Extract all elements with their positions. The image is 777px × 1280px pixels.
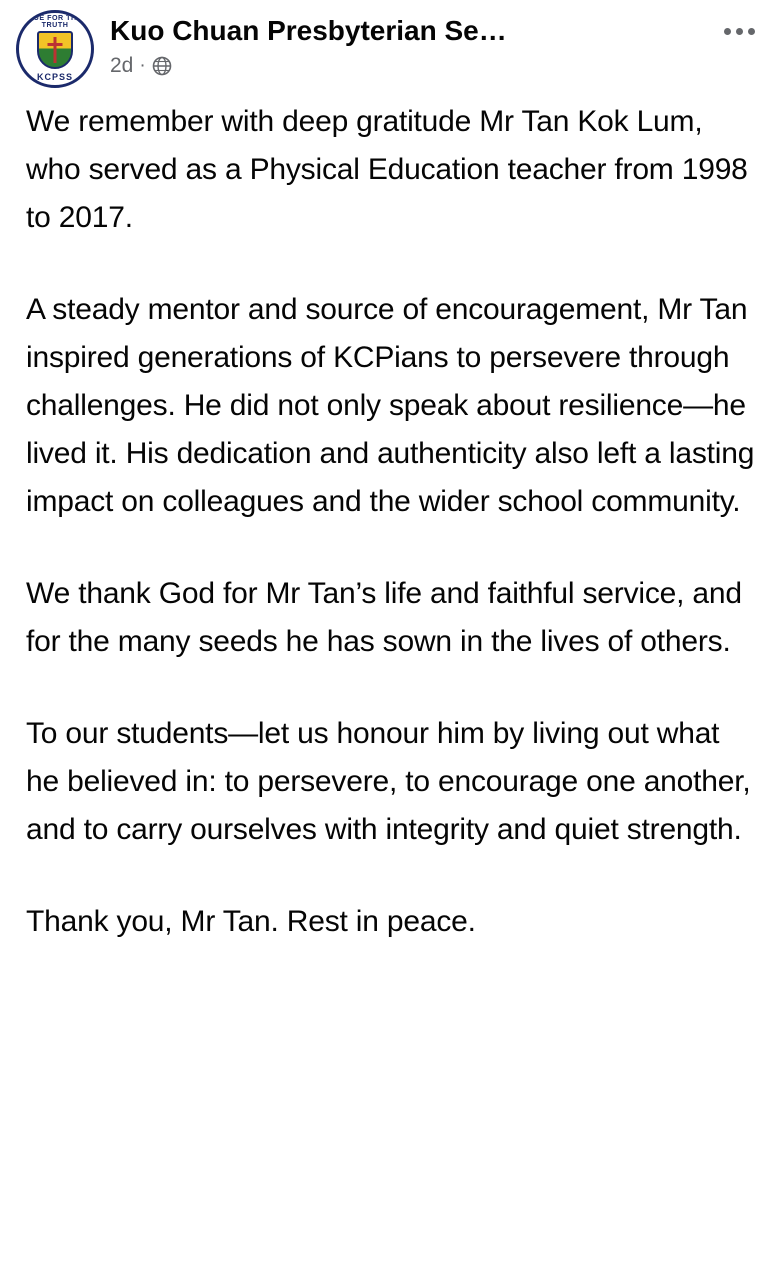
- post-paragraph: A steady mentor and source of encouragement, Mr Tan inspired generations of KCPians to persevere through challenges. He did not only speak about resilience—he lived it. His dedication and authenticity also left a lasting impact on colleagues and the wider school community.: [26, 293, 755, 518]
- avatar[interactable]: [16, 10, 94, 88]
- post-header: [0, 0, 777, 92]
- dot-icon: [748, 28, 755, 35]
- post-paragraph: To our students—let us honour him by living out what he believed in: to persevere, to encourage one another, and to carry ourselves with integrity and quiet strength.: [26, 717, 751, 846]
- globe-icon: [152, 56, 172, 76]
- post-paragraph: We thank God for Mr Tan’s life and faithful service, and for the many seeds he has sown in the lives of others.: [26, 577, 742, 658]
- post-paragraph: Thank you, Mr Tan. Rest in peace.: [26, 905, 476, 938]
- crest-shield-icon: [37, 31, 73, 69]
- meta-separator: ·: [139, 55, 146, 76]
- more-options-button[interactable]: [717, 16, 761, 46]
- header-text: [94, 10, 761, 78]
- dot-icon: [724, 28, 731, 35]
- post-body: [0, 92, 777, 946]
- post-paragraph: We remember with deep gratitude Mr Tan Kok Lum, who served as a Physical Education teacher from 1998 to 2017.: [26, 105, 748, 234]
- page-name[interactable]: Kuo Chuan Presbyterian Se…: [110, 15, 507, 46]
- post-timestamp[interactable]: 2d: [110, 54, 134, 77]
- crest-bottom-text: KCPSS: [36, 72, 73, 82]
- dot-icon: [736, 28, 743, 35]
- post-meta: [110, 54, 761, 78]
- crest-top-text: RUE FOR THE TRUTH: [27, 15, 82, 29]
